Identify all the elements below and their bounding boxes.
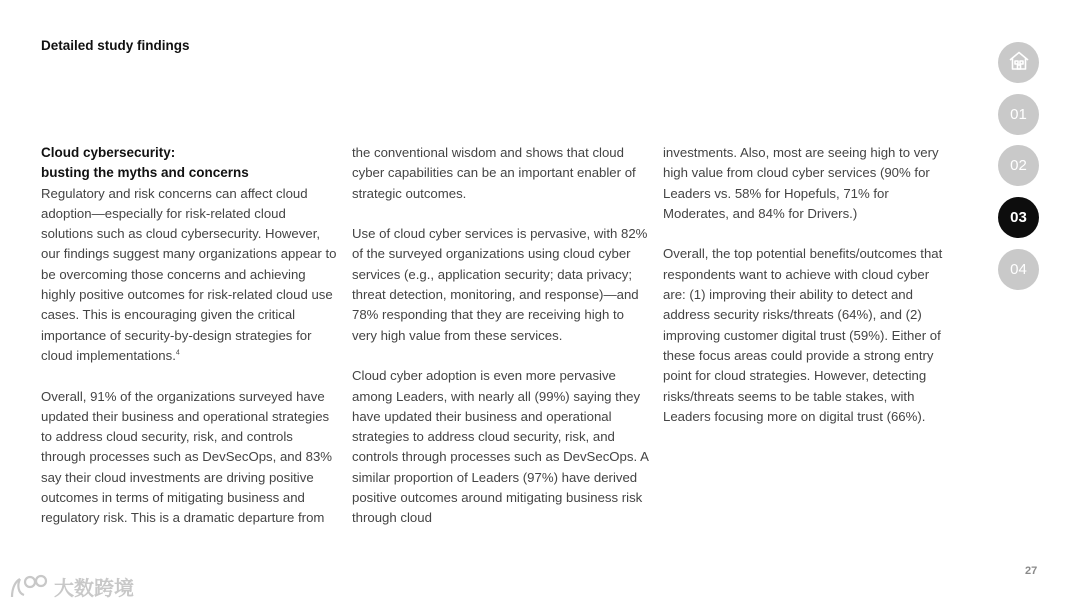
nav-section-04[interactable]: 04 — [998, 249, 1039, 290]
watermark-text: 大数跨境 — [54, 578, 134, 600]
paragraph: Overall, the top potential benefits/outcomes that respondents want to achieve with cloud cyber are: (1) improving their ability to detect and address security risks/threats (64%), and (2) improving customer digital trust (59%). Either of these focus areas could provide a strong entry point for cloud strategies. However, detecting risks/threats seems to be table stakes, with Leaders focusing more on digital trust (66%). — [663, 246, 943, 424]
paragraph: the conventional wisdom and shows that cloud cyber capabilities can be an important enabler of strategic outcomes. — [352, 145, 636, 201]
paragraph: Cloud cyber adoption is even more pervasive among Leaders, with nearly all (99%) saying they have updated their business and operational strategies to address cloud security, risk, and controls through processes such as DevSecOps. A similar proportion of Leaders (97%) have derived positive outcomes around mitigating business risk through cloud — [352, 368, 649, 526]
paragraph: Overall, 91% of the organizations surveyed have updated their business and operational strategies to address cloud security, risk, and controls through processes such as DevSecOps, and 83% say their cloud investments are driving positive outcomes in terms of mitigating business and regulatory risk. This is a dramatic departure from — [41, 388, 333, 526]
home-icon — [1007, 49, 1031, 77]
text-column-3 — [663, 143, 955, 427]
page-number: 27 — [1025, 565, 1038, 577]
paragraph: Use of cloud cyber services is pervasive, with 82% of the surveyed organizations using cloud cyber services (e.g., application security; data privacy; threat detection, monitoring, and response)—and 78% responding that they are receiving high to very high value from these services. — [352, 226, 648, 343]
text-column-2 — [352, 143, 652, 529]
watermark-logo-icon — [8, 573, 50, 601]
paragraph — [41, 184, 341, 367]
nav-section-01[interactable]: 01 — [998, 94, 1039, 135]
section-heading-line-1: Cloud cybersecurity: — [41, 145, 176, 160]
nav-section-02[interactable]: 02 — [998, 145, 1039, 186]
section-nav — [998, 42, 1039, 300]
section-heading — [41, 143, 341, 184]
page-title: Detailed study findings — [41, 38, 190, 53]
footnote-ref[interactable]: 4 — [175, 349, 180, 357]
paragraph: investments. Also, most are seeing high to very high value from cloud cyber services (90% for Leaders vs. 58% for Hopefuls, 71% for Moderates, and 84% for Drivers.) — [663, 145, 939, 221]
section-heading-line-2: busting the myths and concerns — [41, 165, 249, 181]
paragraph-text: Regulatory and risk concerns can affect cloud adoption—especially for risk-related cloud solutions such as cloud cybersecurity. However, our findings suggest many organizations appear to be overcoming those concerns and achieving highly positive outcomes for risk-related cloud use cases. This is encouraging given the critical importance of security-by-design strategies for cloud implementations. — [41, 185, 337, 363]
home-button[interactable] — [998, 42, 1039, 83]
watermark — [8, 572, 134, 601]
nav-section-03[interactable]: 03 — [998, 197, 1039, 238]
text-column-1 — [41, 143, 341, 529]
